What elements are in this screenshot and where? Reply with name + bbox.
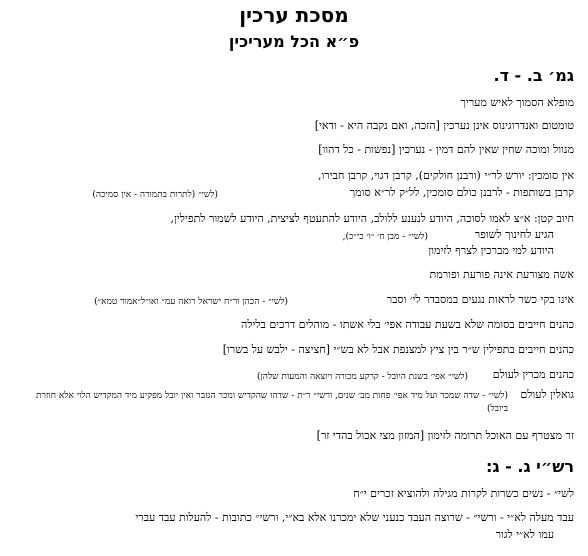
chapter-subtitle: פ״א הכל מעריכין	[228, 32, 360, 51]
section-heading-gemara: גמ׳ ב. - ד.	[493, 66, 574, 85]
text-line: קרבן בשותפות - לרבנן כולם סומכין, לל״ק לר״א סומך	[349, 186, 574, 199]
text-line: היודע למי מברכין לצרף לזימון	[428, 244, 554, 257]
commentary-note: (לשי״ (לתרות בתמורה - אין סמיכה)	[92, 190, 218, 200]
text-line: זר מצטרף עם האוכל תרומה לזימון [המזון מצי אכול בהדי זר]	[316, 429, 574, 442]
text-line: כהנים חייבים בתפילין ש״ר בין ציץ למצנפת אבל לא בש״י [חציצה - ילבש על בשרו]	[222, 343, 574, 356]
text-line: מנוול ומוכה שחין שאין להם דמין - נערכין [נפשות - כל דהוו]	[318, 143, 574, 156]
commentary-note: (לשי״ אפי׳ בשנת היובל - קרקע מכורה ויוצאה והמעות שלהן)	[256, 372, 468, 382]
text-line: עמו לא״י לגור	[495, 528, 554, 541]
text-line: לשי״ - נשים כשרות לקרות מגילה ולהוציא זכרים י״ח	[353, 487, 574, 500]
commentary-note: (לשי״ - הכהן ור״ח ישראל רואה עמ״ ואו״ל״אמור טמא״)	[94, 297, 288, 307]
text-line: טומטום ואנדרוגינוס אינן נערכין [הזכה, ואם נקבה היא - ודאי]	[314, 119, 574, 132]
text-line: אינו בקי כשר לראות נגעים במסבדר לי׳ וסבר	[386, 293, 574, 306]
text-line: כהנים מכרין לעולם	[492, 368, 574, 381]
text-line: מופלא הסמוך לאיש מעריך	[460, 96, 574, 109]
commentary-note: (לשי״ - מבן ח׳ ״ו׳ כי״כ),	[342, 232, 428, 242]
text-line: אשה מצורעת אינה פורעת ופורמת	[429, 268, 574, 281]
commentary-note: (לשי״ - שדה שמכר ועל מיד אפי׳ פחות מב׳ שנים, ורשי״ ר״ת - שדהו שהקדיש ומכר הגזבר ואין יובל מפקיע מיד המקדיש הלוי אלא חוזרת ביובל)	[35, 391, 508, 414]
text-line: חיוב קטן: א״צ לאמו לסוכה, היודע לנענע ללולב, היודע להתעטף לציצית, היודע לשמור לתפילין,	[170, 212, 574, 225]
document-title: מסכת ערכין	[239, 3, 349, 27]
text-line: כהנים חייבים בסומה שלא בשעת עבודה אפי׳ בלי אשתו - מוהלים דרכים בלילה	[241, 318, 574, 331]
text-line: עבד מעלה לא״י - ורשי״ - שרוצה העבד כנעני שלא ימכרנו אלא בא״י, ורשי״ כתובות - להעלות עבד עברי	[135, 511, 574, 524]
section-heading-rashi: רש״י ג. - ג:	[486, 457, 574, 476]
text-line: הגיע לחינוך לשופר	[474, 228, 554, 241]
text-line: אין סומכין: יורש לר״י (ורבנן חולקים), קרבן דגוי, קרבן חבירו,	[317, 169, 574, 182]
text-line: גואלין לעולם	[520, 388, 574, 401]
